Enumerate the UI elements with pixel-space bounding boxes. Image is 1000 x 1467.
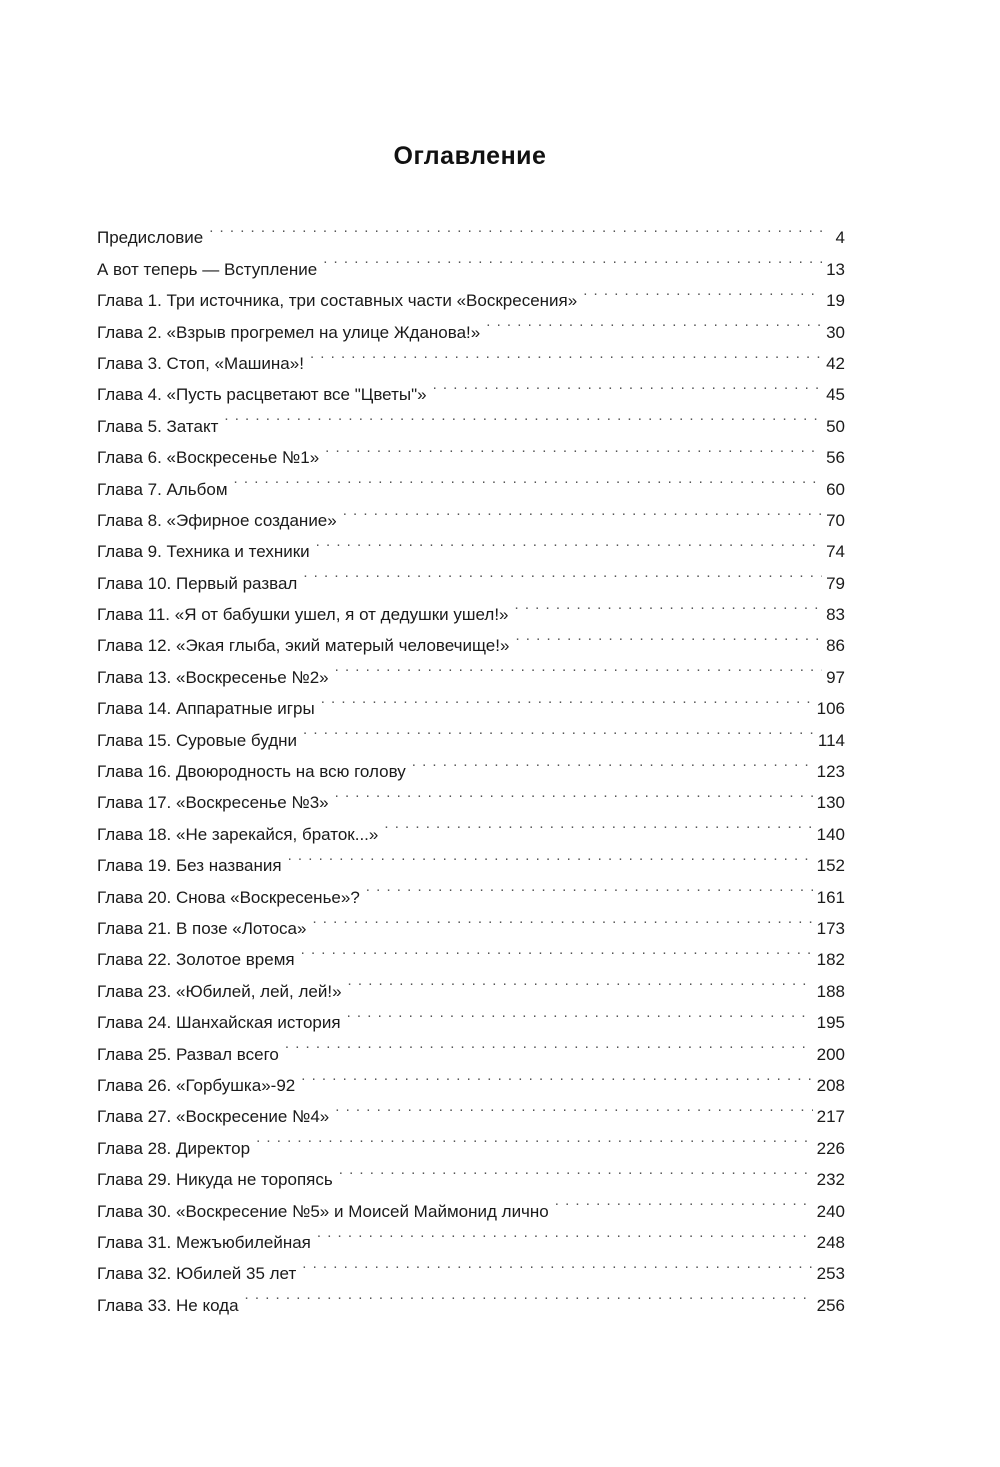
- dot-leader: [380, 808, 812, 839]
- toc-entry-label: Глава 31. Межъюбилейная: [97, 1232, 311, 1252]
- toc-entry-label: Глава 4. «Пусть расцветают все "Цветы"»: [97, 385, 427, 405]
- dot-leader: [317, 683, 813, 714]
- dot-leader: [344, 965, 813, 996]
- dot-leader: [299, 714, 814, 745]
- dot-leader: [511, 589, 823, 620]
- toc-entry-label: Глава 13. «Воскресенье №2»: [97, 667, 329, 687]
- toc-entry-label: Глава 5. Затакт: [97, 416, 219, 436]
- toc-entry-label: Глава 3. Стоп, «Машина»!: [97, 353, 304, 373]
- dot-leader: [308, 903, 812, 934]
- toc-entry-page-number: 208: [816, 1075, 845, 1095]
- toc-entry-page-number: 248: [816, 1232, 845, 1252]
- toc-entry-page-number: 79: [826, 573, 845, 593]
- dot-leader: [343, 997, 813, 1028]
- toc-entry: [97, 212, 845, 248]
- dot-leader: [362, 871, 813, 902]
- toc-entry-label: Глава 29. Никуда не торопясь: [97, 1170, 333, 1190]
- dot-leader: [321, 432, 822, 463]
- dot-leader: [331, 651, 822, 682]
- dot-leader: [482, 306, 822, 337]
- toc-entry-page-number: 232: [816, 1170, 845, 1190]
- dot-leader: [408, 746, 813, 777]
- toc-entry-label: Глава 28. Директор: [97, 1138, 251, 1158]
- toc-entry-label: Глава 12. «Экая глыба, экий матерый человечище!»: [97, 636, 510, 656]
- dot-leader: [331, 777, 813, 808]
- dot-leader: [241, 1279, 813, 1310]
- toc-entry-page-number: 45: [826, 385, 845, 405]
- toc-entry-label: А вот теперь — Вступление: [97, 259, 318, 279]
- dot-leader: [551, 1185, 813, 1216]
- toc-entry-label: Глава 23. «Юбилей, лей, лей!»: [97, 981, 342, 1001]
- toc-entry-page-number: 13: [826, 259, 845, 279]
- toc-entry-page-number: 74: [826, 542, 845, 562]
- toc-entry-page-number: 86: [826, 636, 845, 656]
- toc-entry-page-number: 195: [816, 1013, 845, 1033]
- dot-leader: [306, 338, 822, 369]
- dot-leader: [511, 620, 822, 651]
- toc-entry-label: Глава 10. Первый развал: [97, 573, 298, 593]
- dot-leader: [313, 1217, 813, 1248]
- toc-entry-label: Глава 7. Альбом: [97, 479, 228, 499]
- toc-entry-label: Глава 9. Техника и техники: [97, 542, 310, 562]
- toc-entry-label: Глава 33. Не кода: [97, 1295, 239, 1315]
- dot-leader: [298, 1248, 812, 1279]
- toc-entry-page-number: 19: [826, 291, 845, 311]
- toc-entry-page-number: 70: [826, 510, 845, 530]
- toc-entry-label: Глава 19. Без названия: [97, 856, 282, 876]
- page-title: Оглавление: [393, 142, 547, 170]
- dot-leader: [319, 243, 822, 274]
- toc-entry-page-number: 83: [826, 605, 845, 625]
- toc-entry: [97, 243, 845, 279]
- toc-entry-page-number: 173: [816, 918, 845, 938]
- dot-leader: [339, 495, 822, 526]
- toc-entry-label: Глава 2. «Взрыв прогремел на улице Жданова!»: [97, 322, 481, 342]
- toc-entry-page-number: 240: [816, 1201, 845, 1221]
- toc-entry-label: Глава 14. Аппаратные игры: [97, 699, 315, 719]
- toc-entry-label: Глава 22. Золотое время: [97, 950, 295, 970]
- toc-entry-page-number: 130: [816, 793, 845, 813]
- toc-entry-page-number: 182: [816, 950, 845, 970]
- dot-leader: [230, 463, 823, 494]
- toc-entry-page-number: 56: [826, 448, 845, 468]
- toc-entry-page-number: 200: [816, 1044, 845, 1064]
- dot-leader: [335, 1154, 813, 1185]
- toc-entry-label: Глава 17. «Воскресенье №3»: [97, 793, 329, 813]
- dot-leader: [331, 1091, 812, 1122]
- toc-entry-label: Глава 30. «Воскресение №5» и Моисей Маймонид лично: [97, 1201, 549, 1221]
- toc-entry-page-number: 161: [816, 887, 845, 907]
- dot-leader: [284, 840, 813, 871]
- toc-entry-label: Глава 6. «Воскресенье №1»: [97, 448, 320, 468]
- toc-entry-page-number: 30: [826, 322, 845, 342]
- dot-leader: [579, 275, 822, 306]
- toc-entry-page-number: 106: [816, 699, 845, 719]
- toc-entry-label: Глава 1. Три источника, три составных части «Воскресения»: [97, 291, 578, 311]
- toc-entry-label: Глава 16. Двоюродность на всю голову: [97, 762, 406, 782]
- toc-entry-label: Глава 26. «Горбушка»-92: [97, 1075, 296, 1095]
- toc-entry-page-number: 140: [816, 824, 845, 844]
- toc-entry-page-number: 217: [816, 1107, 845, 1127]
- table-of-contents: [97, 212, 845, 1315]
- dot-leader: [220, 400, 822, 431]
- toc-entry-label: Предисловие: [97, 228, 204, 248]
- toc-entry-label: Глава 18. «Не зарекайся, браток...»: [97, 824, 379, 844]
- dot-leader: [429, 369, 823, 400]
- toc-entry-page-number: 253: [816, 1264, 845, 1284]
- toc-entry-label: Глава 8. «Эфирное создание»: [97, 510, 337, 530]
- toc-entry-page-number: 50: [826, 416, 845, 436]
- dot-leader: [299, 557, 822, 588]
- dot-leader: [281, 1028, 813, 1059]
- toc-entry-page-number: 256: [816, 1295, 845, 1315]
- toc-entry-label: Глава 11. «Я от бабушки ушел, я от дедушки ушел!»: [97, 605, 509, 625]
- dot-leader: [297, 934, 813, 965]
- dot-leader: [252, 1122, 813, 1153]
- toc-entry-label: Глава 27. «Воскресение №4»: [97, 1107, 330, 1127]
- dot-leader: [205, 212, 827, 243]
- toc-entry-label: Глава 25. Развал всего: [97, 1044, 279, 1064]
- dot-leader: [312, 526, 822, 557]
- toc-entry-page-number: 152: [816, 856, 845, 876]
- toc-entry-label: Глава 24. Шанхайская история: [97, 1013, 341, 1033]
- toc-entry-page-number: 123: [816, 762, 845, 782]
- toc-entry-page-number: 60: [826, 479, 845, 499]
- toc-entry-page-number: 188: [816, 981, 845, 1001]
- toc-entry-page-number: 226: [816, 1138, 845, 1158]
- toc-entry-page-number: 4: [835, 228, 845, 248]
- toc-entry-label: Глава 21. В позе «Лотоса»: [97, 918, 307, 938]
- toc-entry-page-number: 42: [826, 353, 845, 373]
- toc-entry-label: Глава 20. Снова «Воскресенье»?: [97, 887, 360, 907]
- toc-entry-label: Глава 15. Суровые будни: [97, 730, 298, 750]
- toc-entry-label: Глава 32. Юбилей 35 лет: [97, 1264, 297, 1284]
- dot-leader: [297, 1060, 812, 1091]
- toc-entry-page-number: 114: [817, 730, 845, 750]
- toc-entry-page-number: 97: [826, 667, 845, 687]
